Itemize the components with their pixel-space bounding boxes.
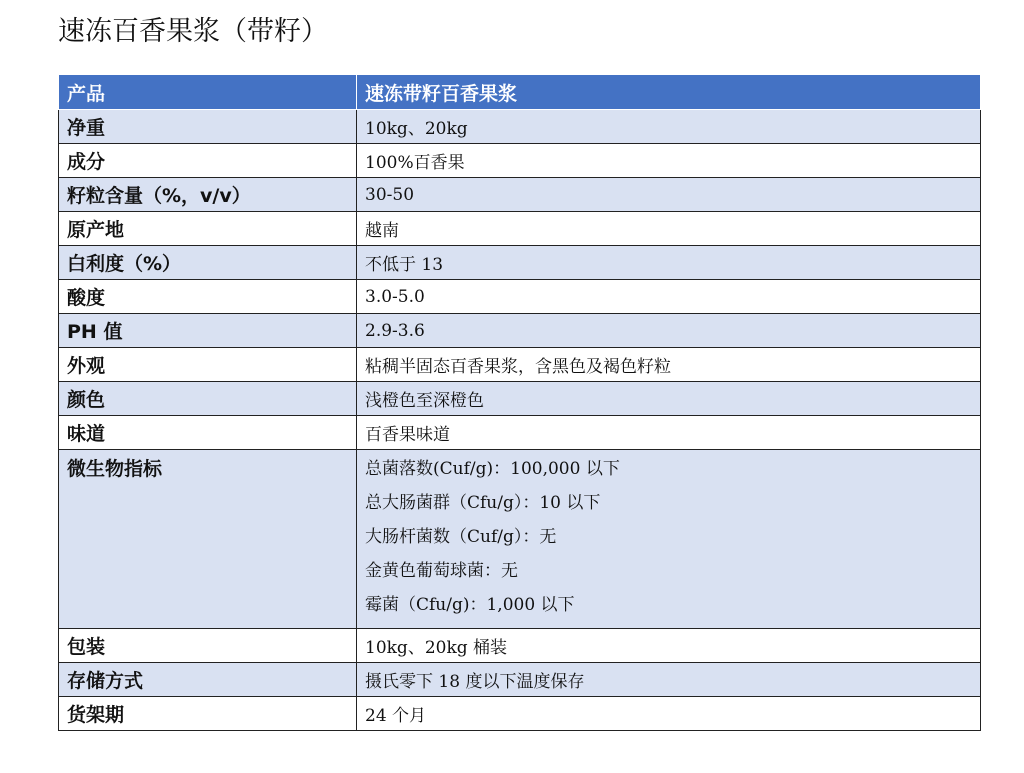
page-title: 速冻百香果浆（带籽） [58, 16, 328, 47]
row-label: 成分 [59, 144, 357, 178]
table-row [59, 280, 981, 314]
row-value: 10kg、20kg 桶装 [357, 629, 981, 663]
row-value: 24 个月 [357, 697, 981, 731]
row-value: 30-50 [357, 178, 981, 212]
row-label: 包装 [59, 629, 357, 663]
row-label: 存储方式 [59, 663, 357, 697]
table-row [59, 144, 981, 178]
row-label: 酸度 [59, 280, 357, 314]
table-row [59, 416, 981, 450]
row-value: 100%百香果 [357, 144, 981, 178]
header-label: 产品 [59, 75, 357, 110]
row-label: 净重 [59, 110, 357, 144]
row-value: 摄氏零下 18 度以下温度保存 [357, 663, 981, 697]
table-row [59, 212, 981, 246]
microbial-line: 大肠杆菌数（Cuf/g）：无 [365, 527, 557, 547]
microbial-line: 总大肠菌群（Cfu/g）：10 以下 [365, 493, 601, 513]
table-row [59, 110, 981, 144]
row-label: PH 值 [59, 314, 357, 348]
row-label: 颜色 [59, 382, 357, 416]
row-value: 越南 [357, 212, 981, 246]
table-row [59, 382, 981, 416]
table-row [59, 697, 981, 731]
header-value: 速冻带籽百香果浆 [357, 75, 981, 110]
row-value: 不低于 13 [357, 246, 981, 280]
microbial-label: 微生物指标 [67, 458, 163, 480]
row-value: 百香果味道 [357, 416, 981, 450]
row-value: 2.9-3.6 [357, 314, 981, 348]
table-row [59, 314, 981, 348]
spec-table [58, 74, 981, 731]
row-value: 粘稠半固态百香果浆，含黑色及褐色籽粒 [357, 348, 981, 382]
row-label: 货架期 [59, 697, 357, 731]
microbial-line: 霉菌（Cfu/g)：1,000 以下 [365, 595, 575, 615]
row-label: 籽粒含量（%，v/v） [59, 178, 357, 212]
row-label [59, 450, 357, 629]
table-row [59, 246, 981, 280]
row-label: 味道 [59, 416, 357, 450]
row-value: 浅橙色至深橙色 [357, 382, 981, 416]
microbial-line: 总菌落数(Cuf/g)：100,000 以下 [365, 459, 620, 479]
table-row [59, 663, 981, 697]
microbial-line: 金黄色葡萄球菌：无 [365, 561, 518, 581]
table-row [59, 178, 981, 212]
table-header-row [59, 75, 981, 110]
table-row [59, 629, 981, 663]
row-label: 白利度（%） [59, 246, 357, 280]
table-row [59, 348, 981, 382]
row-value: 10kg、20kg [357, 110, 981, 144]
table-row-microbial [59, 450, 981, 629]
row-label: 原产地 [59, 212, 357, 246]
row-value: 3.0-5.0 [357, 280, 981, 314]
row-value-microbial [357, 450, 981, 629]
row-label: 外观 [59, 348, 357, 382]
